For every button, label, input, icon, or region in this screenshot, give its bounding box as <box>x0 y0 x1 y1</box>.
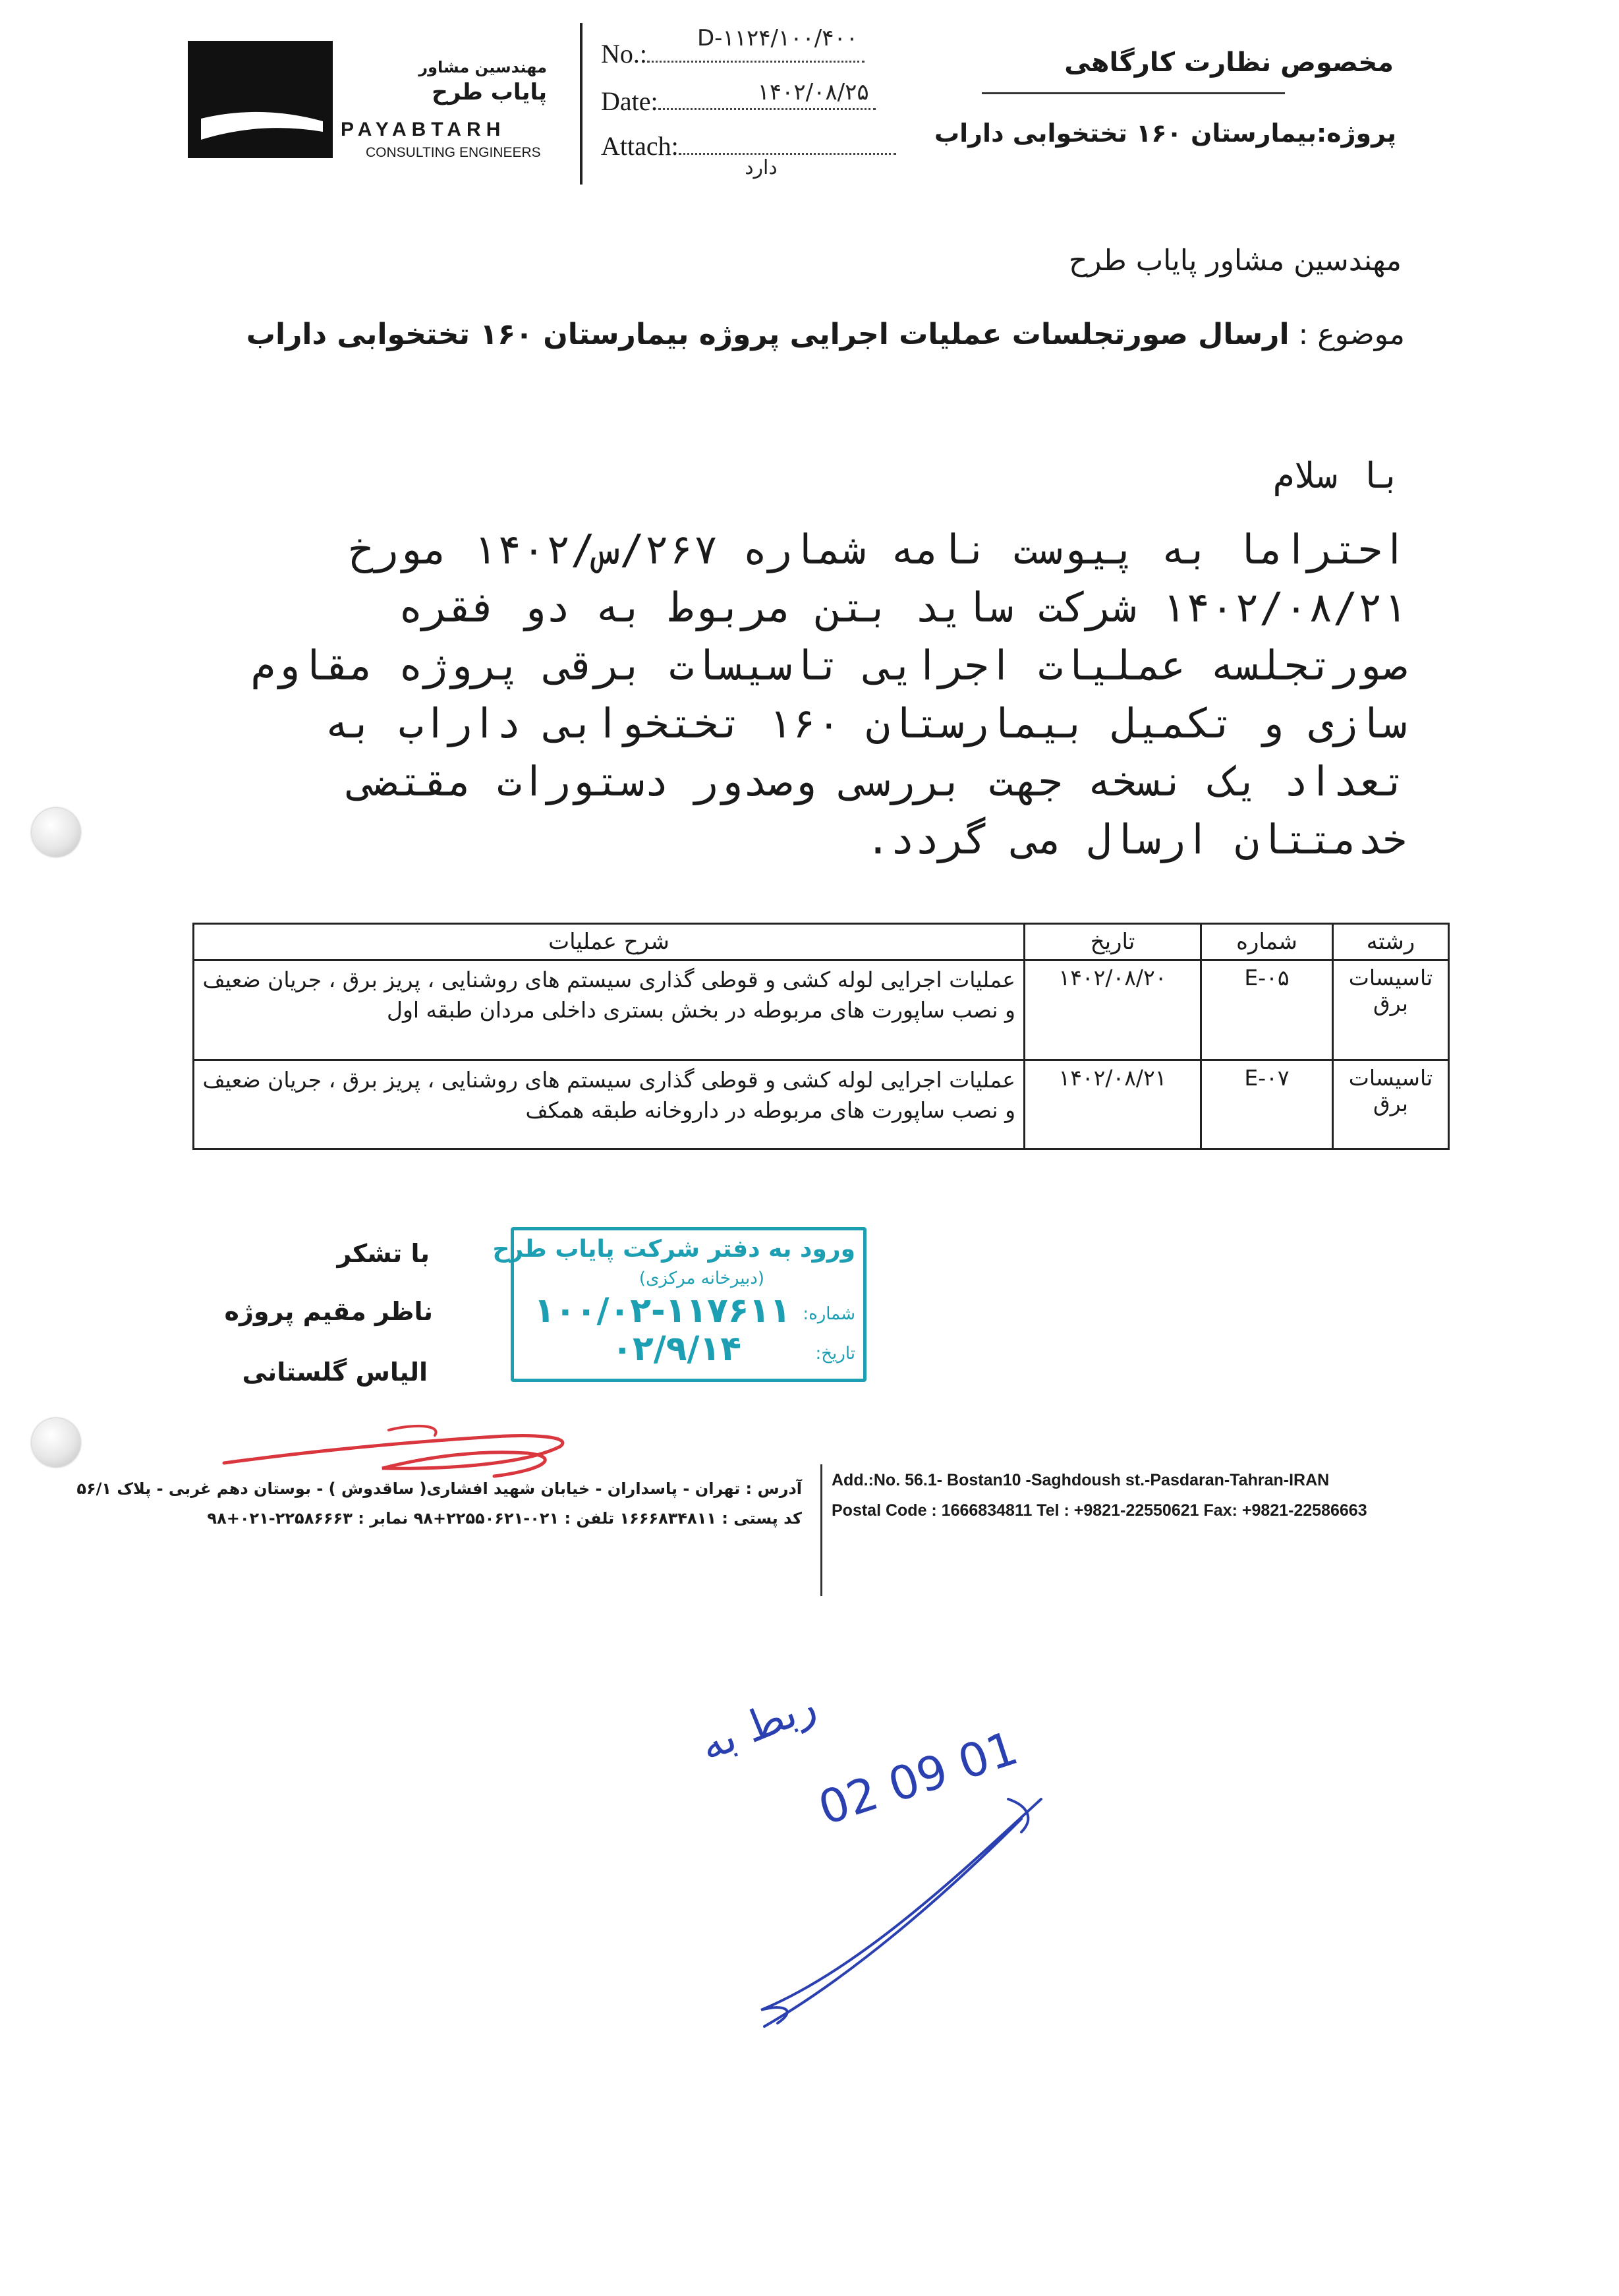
subject-text: ارسال صورتجلسات عملیات اجرایی پروژه بیمارستان ۱۶۰ تختخوابی داراب <box>246 318 1290 351</box>
operations-table <box>192 923 1450 1150</box>
body-line: تعداد یک نسخه جهت بررسی وصدور دستورات مقتضی <box>349 757 1407 805</box>
footer-contact-fa: کد پستی : ۱۶۶۶۸۳۴۸۱۱ تلفن : ۰۲۱-۲۲۵۵۰۶۲۱+۹۸ نمابر : ۲۲۵۸۶۶۶۳-۰۲۱+۹۸ <box>207 1509 802 1528</box>
row-date: ۱۴۰۲/۰۸/۲۱ <box>1025 1060 1201 1149</box>
supervision-underline <box>982 92 1285 94</box>
punch-hole-bottom <box>32 1418 80 1467</box>
body-line: احتراما به پیوست نامه شماره ۲۶۷/س/۱۴۰۲ مورخ <box>349 525 1407 573</box>
punch-hole-top <box>32 808 80 857</box>
header-divider <box>580 23 582 185</box>
body-line: ۱۴۰۲/۰۸/۲۱ شرکت ساید بتن مربوط به دو فقره <box>398 583 1407 631</box>
ref-no-value: ۱۰۰/۴۰۰/D-۱۱۲۴ <box>697 25 858 51</box>
stamp-date-label: تاریخ: <box>815 1344 855 1363</box>
registration-stamp <box>492 1227 866 1382</box>
addressee: مهندسین مشاور پایاب طرح <box>1069 244 1402 277</box>
row-number: E-۰۵ <box>1201 960 1333 1060</box>
header-number: شماره <box>1201 924 1333 960</box>
header-field: رشته <box>1333 924 1449 960</box>
row-number: E-۰۷ <box>1201 1060 1333 1149</box>
body-line: صورتجلسه عملیات اجرایی تاسیسات برقی پروژه مقاوم <box>250 641 1407 689</box>
stamp-title: ورود به دفتر شرکت پایاب طرح <box>492 1236 855 1263</box>
company-subtitle-en: CONSULTING ENGINEERS <box>366 145 541 160</box>
footer-divider <box>820 1464 822 1596</box>
attach-label: Attach: <box>601 131 679 161</box>
table-row <box>194 960 1449 1060</box>
subject-label: موضوع : <box>1298 318 1405 351</box>
company-name-fa: پایاب طرح <box>432 79 547 105</box>
company-name-en: PAYABTARH <box>341 119 506 140</box>
attach-field <box>679 130 896 179</box>
company-logo-mark <box>188 41 333 158</box>
header-date: تاریخ <box>1025 924 1201 960</box>
date-value: ۱۴۰۲/۰۸/۲۵ <box>757 79 869 105</box>
stamp-subtitle: (دبیرخانه مرکزی) <box>639 1269 764 1288</box>
table-row <box>194 1060 1449 1149</box>
signer-role: ناظر مقیم پروژه <box>224 1297 433 1326</box>
subject-line <box>246 318 1405 351</box>
handwritten-signature <box>217 1417 586 1489</box>
table-header-row <box>194 924 1449 960</box>
supervision-title: مخصوص نظارت کارگاهی <box>1064 47 1394 78</box>
body-line: سازی و تکمیل بیمارستان ۱۶۰ تختخوابی داراب به <box>324 699 1407 747</box>
date-label: Date: <box>601 86 658 116</box>
handwritten-note-text: ربط به <box>693 1680 823 1771</box>
ref-no-row <box>601 25 865 69</box>
stamp-date-value: ۰۲/۹/۱۴ <box>611 1329 741 1369</box>
ref-no-label: No.: <box>601 39 647 69</box>
body-line: خدمتتان ارسال می گردد. <box>865 815 1407 863</box>
company-logo-block <box>188 41 547 166</box>
attach-row <box>601 130 896 179</box>
row-description: عملیات اجرایی لوله کشی و قوطی گذاری سیستم های روشنایی ، پریز برق ، جریان ضعیف و نصب ساپورت های مربوطه در بخش بستری داخلی مردان طبقه اول <box>194 960 1025 1060</box>
handwritten-note-date: 02 09 01 <box>812 1721 1025 1836</box>
footer-contact-en: Postal Code : 1666834811 Tel : +9821-22550621 Fax: +9821-22586663 <box>832 1501 1367 1520</box>
footer-address-en: Add.:No. 56.1- Bostan10 -Saghdoush st.-Pasdaran-Tahran-IRAN <box>832 1471 1330 1489</box>
greeting: با سلام <box>1272 455 1402 496</box>
row-field: تاسیسات برق <box>1333 960 1449 1060</box>
footer-address-fa: آدرس : تهران - پاسداران - خیابان شهید افشاری( ساقدوش ) - بوستان دهم غربی - پلاک ۵۶/۱ <box>76 1479 802 1498</box>
stamp-number-label: شماره: <box>803 1304 855 1324</box>
row-field: تاسیسات برق <box>1333 1060 1449 1149</box>
date-field <box>658 79 876 110</box>
closing-thanks: با تشکر <box>337 1239 430 1268</box>
project-name: پروژه:بیمارستان ۱۶۰ تختخوابی داراب <box>934 119 1396 148</box>
logo-swoosh-icon <box>188 41 333 158</box>
attach-value: دارد <box>745 156 778 179</box>
letter-body <box>191 521 1407 869</box>
header-description: شرح عملیات <box>194 924 1025 960</box>
signer-name: الیاس گلستانی <box>242 1358 428 1387</box>
row-date: ۱۴۰۲/۰۸/۲۰ <box>1025 960 1201 1060</box>
stamp-number-value: ۱۰۰/۰۲-۱۱۷۶۱۱ <box>534 1291 791 1331</box>
handwritten-routing-note <box>693 1601 1100 2063</box>
date-row <box>601 79 876 117</box>
row-description: عملیات اجرایی لوله کشی و قوطی گذاری سیستم های روشنایی ، پریز برق ، جریان ضعیف و نصب ساپورت های مربوطه در داروخانه طبقه همکف <box>194 1060 1025 1149</box>
company-name-fa-small: مهندسین مشاور <box>418 58 547 76</box>
ref-no-field <box>647 25 865 63</box>
